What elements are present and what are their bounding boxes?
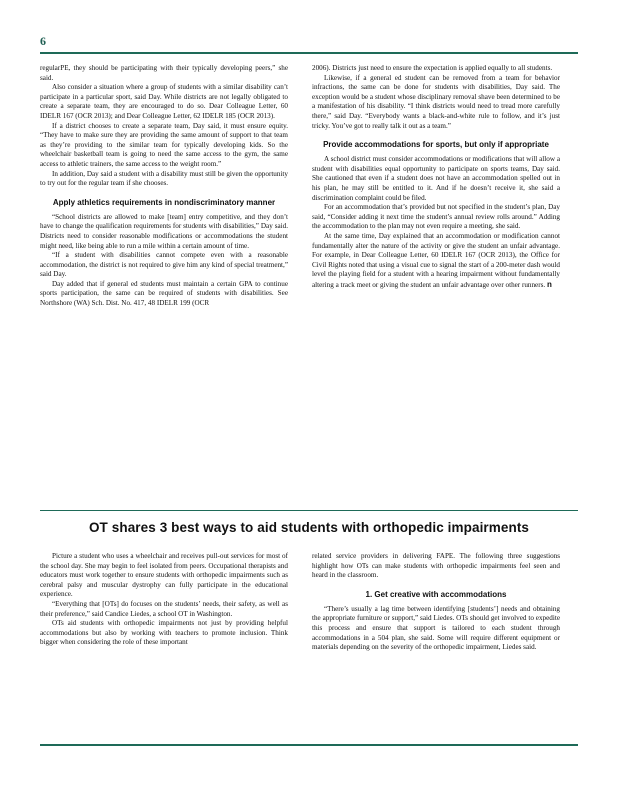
paragraph: Also consider a situation where a group of students with a similar disability can’t participate in a particular sport, said Day. While districts are not legally obligated to create a separate team, they are encouraged to do so. Dear Colleague Letter, 60 IDELR 167 (OCR 2013); and Dear Colleague Letter, 62 IDELR 185 (OCR 2013). <box>40 83 288 120</box>
end-of-article-mark: n <box>546 279 552 289</box>
paragraph: “There’s usually a lag time between identifying [students’] needs and obtaining the appropriate furniture or support,” said Liedes. OTs should get involved to expedite this process and ensure that support is tailored to each student through accommodations in a 504 plan, she said. Some will require different equipment or materials depending on the severity of the orthopedic impairment, Liedes said. <box>312 604 560 652</box>
paragraph: Likewise, if a general ed student can be removed from a team for behavior infractions, the same can be done for students with disabilities, Day said. The exception would be a student whose disciplinary removal shave been determined to be a manifestation of his disability. “I think districts would need to tread more carefully there,” said Day. “Everybody wants a black-and-white rule to follow, and it’s just tricky. You’ve got to really talk it out as a team.” <box>312 73 560 130</box>
paragraph: OTs aid students with orthopedic impairments not just by providing helpful accommodations but also by working with teachers to promote inclusion. Think bigger when considering the role of these important <box>40 619 288 647</box>
top-rule <box>40 52 578 54</box>
article1-right-column <box>312 64 560 290</box>
section-heading: Provide accommodations for sports, but only if appropriate <box>323 140 549 150</box>
paragraph: “School districts are allowed to make [team] entry competitive, and they don’t have to change the qualification requirements for students with disabilities,” Day said. Districts need to consider reasonable modifications or accommodations the student might need, like being able to run a mile within a certain amount of time. <box>40 212 288 250</box>
paragraph: For an accommodation that’s provided but not specified in the student’s plan, Day said, “Consider adding it next time the student’s annual review rolls around.” Adding the accommodation to the plan may not even require a meeting, she said. <box>312 203 560 231</box>
page-number: 6 <box>40 34 46 48</box>
paragraph: regularPE, they should be participating with their typically developing peers,” she said. <box>40 64 288 82</box>
paragraph: 2006). Districts just need to ensure the expectation is applied equally to all students. <box>312 64 553 72</box>
paragraph: Picture a student who uses a wheelchair and receives pull-out services for most of the school day. She may begin to feel isolated from peers. Occupational therapists and educators must work together to ensure students with orthopedic impairments such as cerebral palsy and muscular dystrophy can fully participate in the educational experience. <box>40 552 288 599</box>
bottom-rule <box>40 744 578 746</box>
paragraph: “Everything that [OTs] do focuses on the students’ needs, their safety, as well as their preference,” said Candice Liedes, a school OT in Washington. <box>40 599 288 618</box>
paragraph: related service providers in delivering FAPE. The following three suggestions highlight how OTs can make students with orthopedic impairments feel seen and heard in the classroom. <box>312 552 560 580</box>
article1-left-column <box>40 64 288 309</box>
article2-headline: OT shares 3 best ways to aid students with orthopedic impairments <box>88 520 530 535</box>
paragraph: “If a student with disabilities cannot compete even with a reasonable accommodation, the district is not required to give him any kind of special treatment,” said Day. <box>40 251 288 279</box>
section-heading: 1. Get creative with accommodations <box>365 589 507 599</box>
article-divider <box>40 510 578 511</box>
paragraph: If a district chooses to create a separate team, Day said, it must ensure equity. “They have to make sure they are providing the same amount of support to that team as they’re providing to the similar team for typically developing kids. So the wheelchair basketball team is going to need the same access to the gym, the same access to athletic trainers, the same access to the weight room.” <box>40 121 288 168</box>
section-heading: Apply athletics requirements in nondiscriminatory manner <box>52 197 276 207</box>
paragraph: In addition, Day said a student with a disability must still be given the opportunity to try out for the regular team if she chooses. <box>40 169 288 188</box>
article2-right-column <box>312 552 560 738</box>
paragraph: A school district must consider accommodations or modifications that will allow a student with disabilities equal opportunity to participate on sports teams, Day said. She cautioned that even if a student does not have an accommodation spelled out in his plan, he may still be entitled to it. And if he doesn’t receive it, she said a discrimination complaint could be filed. <box>312 155 560 202</box>
paragraph-text: At the same time, Day explained that an accommodation or modification cannot fundamentally alter the nature of the activity or give the student an unfair advantage. For example, in Dear Colleague Letter, 60 IDELR 167 (OCR 2013), the Office for Civil Rights noted that using a visual cue to signal the start of a 200-meter dash would level the playing field for a student with a hearing impairment without fundamentally altering a track meet or giving the student an unfair advantage over other runners. <box>312 231 560 289</box>
article2-left-column <box>40 552 288 738</box>
paragraph: Day added that if general ed students must maintain a certain GPA to continue sports participation, the same can be required of students with disabilities. See Northshore (WA) Sch. Dist. No. 417, 48 IDELR 199 (OCR <box>40 279 288 308</box>
paragraph <box>312 232 560 291</box>
